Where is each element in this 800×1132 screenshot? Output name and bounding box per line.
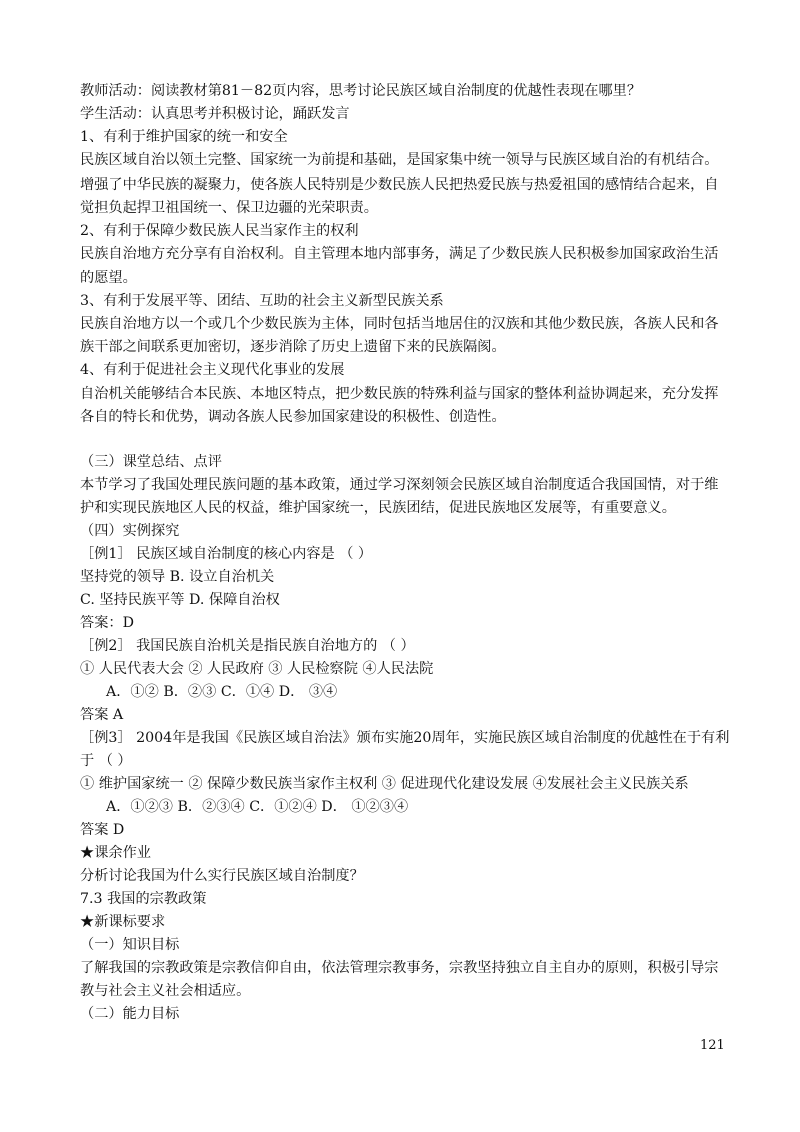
text-line: 自治机关能够结合本民族、本地区特点，把少数民族的特殊利益与国家的整体利益协调起来，充分发挥 bbox=[80, 386, 719, 402]
question-line: ［例2］ 我国民族自治机关是指民族自治地方的 （ ） bbox=[80, 638, 415, 654]
question-line: ［例3］ 2004年是我国《民族区域自治法》颁布实施20周年，实施民族区域自治制度的优越性在于有利 bbox=[80, 730, 730, 746]
answer-line: 答案 A bbox=[80, 707, 124, 723]
text-line: 族干部之间联系更加密切，逐步消除了历史上遗留下来的民族隔阂。 bbox=[80, 339, 506, 355]
answer-line: 答案 D bbox=[80, 822, 125, 838]
text-line: 了解我国的宗教政策是宗教信仰自由，依法管理宗教事务，宗教坚持独立自主自办的原则，积极引导宗 bbox=[80, 960, 719, 976]
text-line: 民族自治地方以一个或几个少数民族为主体，同时包括当地居住的汉族和其他少数民族，各族人民和各 bbox=[80, 316, 719, 332]
section-heading: 4、有利于促进社会主义现代化事业的发展 bbox=[80, 362, 345, 378]
text-line: 增强了中华民族的凝聚力，使各族人民特别是少数民族人民把热爱民族与热爱祖国的感情结合起来，自 bbox=[80, 177, 719, 193]
text-line: 民族区域自治以领土完整、国家统一为前提和基础，是国家集中统一领导与民族区域自治的有机结合。 bbox=[80, 152, 719, 168]
section-heading: ★课余作业 bbox=[80, 845, 151, 861]
option-line: ① 维护国家统一 ② 保障少数民族当家作主权利 ③ 促进现代化建设发展 ④发展社会主义民族关系 bbox=[80, 776, 689, 792]
answer-line: 答案：D bbox=[80, 615, 134, 631]
section-heading: 3、有利于发展平等、团结、互助的社会主义新型民族关系 bbox=[80, 293, 444, 309]
text-line: 学生活动：认真思考并积极讨论，踊跃发言 bbox=[80, 106, 350, 122]
text-line: 教师活动：阅读教材第81－82页内容，思考讨论民族区域自治制度的优越性表现在哪里？ bbox=[80, 83, 642, 99]
section-heading: （四）实例探究 bbox=[80, 523, 180, 539]
section-heading: （一）知识目标 bbox=[80, 937, 180, 953]
section-heading: 7.3 我国的宗教政策 bbox=[80, 891, 207, 907]
option-line: A．①②③ B．②③④ C．①②④ D． ①②③④ bbox=[106, 799, 409, 815]
text-line: 本节学习了我国处理民族问题的基本政策，通过学习深刻领会民族区域自治制度适合我国国情，对于维 bbox=[80, 477, 719, 493]
text-line: 分析讨论我国为什么实行民族区域自治制度？ bbox=[80, 868, 364, 884]
section-heading: （二）能力目标 bbox=[80, 1006, 180, 1022]
text-line: 护和实现民族地区人民的权益，维护国家统一，民族团结，促进民族地区发展等，有重要意义。 bbox=[80, 500, 676, 516]
option-line: C. 坚持民族平等 D. 保障自治权 bbox=[80, 592, 280, 608]
section-heading: （三）课堂总结、点评 bbox=[80, 454, 222, 470]
section-heading: 2、有利于保障少数民族人民当家作主的权利 bbox=[80, 223, 359, 239]
option-line: 坚持党的领导 B. 设立自治机关 bbox=[80, 569, 275, 585]
page-number: 121 bbox=[700, 1038, 725, 1053]
text-line: 民族自治地方充分享有自治权利。自主管理本地内部事务，满足了少数民族人民积极参加国家政治生活 bbox=[80, 246, 719, 262]
question-line: 于 （ ） bbox=[80, 753, 132, 769]
text-line: 教与社会主义社会相适应。 bbox=[80, 983, 251, 999]
section-heading: ★新课标要求 bbox=[80, 914, 166, 930]
option-line: ① 人民代表大会 ② 人民政府 ③ 人民检察院 ④人民法院 bbox=[80, 661, 434, 677]
text-line: 的愿望。 bbox=[80, 270, 137, 286]
question-line: ［例1］ 民族区域自治制度的核心内容是 （ ） bbox=[80, 546, 373, 562]
option-line: A．①② B．②③ C．①④ D． ③④ bbox=[106, 684, 338, 700]
text-line: 各自的特长和优势，调动各族人民参加国家建设的积极性、创造性。 bbox=[80, 409, 506, 425]
text-line: 觉担负起捍卫祖国统一、保卫边疆的光荣职责。 bbox=[80, 200, 378, 216]
section-heading: 1、有利于维护国家的统一和安全 bbox=[80, 129, 288, 145]
